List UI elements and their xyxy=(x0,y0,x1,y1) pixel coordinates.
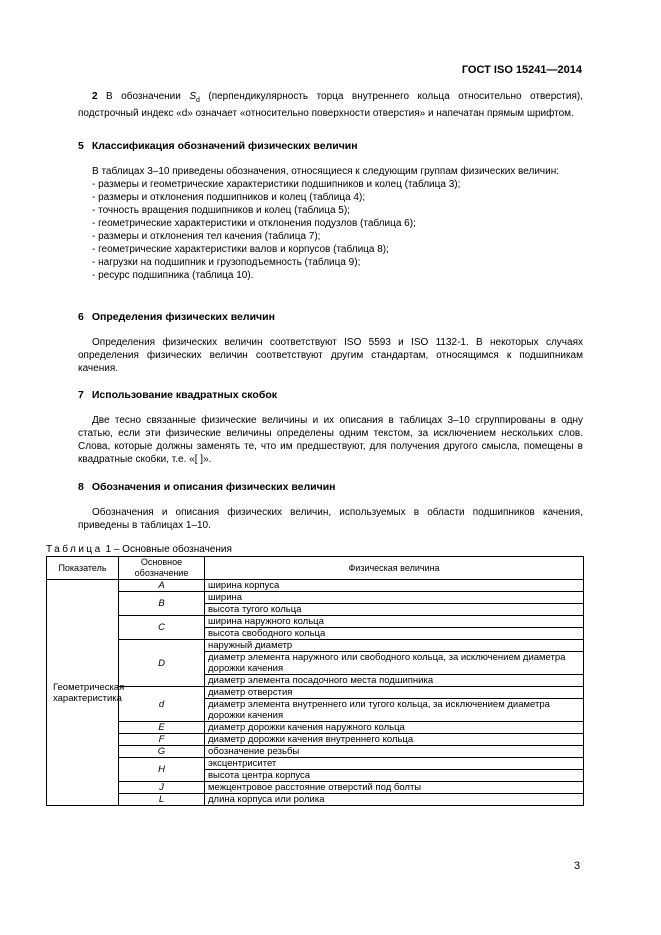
table-row xyxy=(47,722,584,734)
symbol-cell: J xyxy=(119,782,205,794)
symbol-cell: B xyxy=(119,592,205,616)
section-title: Использование квадратных скобок xyxy=(91,389,277,401)
quantity-cell: диаметр элемента наружного или свободного кольца, за исключением диаметра дорожки качения xyxy=(205,652,584,675)
quantity-cell: диаметр элемента посадочного места подшипника xyxy=(205,675,584,687)
list-item: - размеры и отклонения подшипников и колец (таблица 4); xyxy=(92,192,366,203)
table-row xyxy=(47,616,584,628)
quantity-cell: высота свободного кольца xyxy=(205,628,584,640)
section-title: Обозначения и описания физических величин xyxy=(91,481,336,493)
quantity-cell: межцентровое расстояние отверстий под болты xyxy=(205,782,584,794)
table-row xyxy=(47,782,584,794)
list-item: - нагрузки на подшипник и грузоподъемность (таблица 9); xyxy=(92,257,361,268)
list-item: - размеры и отклонения тел качения (таблица 7); xyxy=(92,231,321,242)
caption-label: Таблица xyxy=(46,544,103,555)
list-item: - геометрические характеристики валов и корпусов (таблица 8); xyxy=(92,244,389,255)
indicator-cell: Геометрическая характеристика xyxy=(47,580,119,806)
table-row xyxy=(47,734,584,746)
table-row xyxy=(47,580,584,592)
section-number: 6 xyxy=(78,311,84,323)
section-text: Определения физических величин соответствуют ISO 5593 и ISO 1132-1. В некоторых случаях определения физических величин соответствуют другим стандартам, относящимся к подшипникам качения. xyxy=(78,337,583,374)
note-text-after: (перпендикулярность торца внутреннего кольца относительно отверстия), подстрочный индекс «d» означает «относительно поверхности отверстия» и напечатан прямым шрифтом. xyxy=(78,91,583,119)
section-number: 5 xyxy=(78,140,84,152)
standard-header: ГОСТ ISO 15241—2014 xyxy=(461,64,582,76)
section-heading xyxy=(78,140,583,153)
designations-table xyxy=(46,556,584,806)
table-row xyxy=(47,758,584,770)
quantity-cell: ширина xyxy=(205,592,584,604)
section-8 xyxy=(78,481,583,532)
header-indicator: Показатель xyxy=(47,557,119,580)
section-heading xyxy=(78,311,583,324)
section-title: Определения физических величин xyxy=(91,311,275,323)
note-symbol: S xyxy=(189,91,196,102)
symbol-cell: E xyxy=(119,722,205,734)
list-item: - ресурс подшипника (таблица 10). xyxy=(92,270,254,281)
section-title: Классификация обозначений физических величин xyxy=(91,140,358,152)
section-number: 8 xyxy=(78,481,84,493)
quantity-cell: диаметр дорожки качения внутреннего кольца xyxy=(205,734,584,746)
header-symbol: Основное обозначение xyxy=(119,557,205,580)
table-caption xyxy=(46,544,232,555)
note-2 xyxy=(78,90,583,120)
list-item: - точность вращения подшипников и колец (таблица 5); xyxy=(92,205,350,216)
section-7 xyxy=(78,389,583,466)
symbol-cell: D xyxy=(119,640,205,687)
section-intro: В таблицах 3–10 приведены обозначения, относящиеся к следующим группам физических величин: xyxy=(92,166,560,177)
quantity-cell: обозначение резьбы xyxy=(205,746,584,758)
quantity-cell: диаметр отверстия xyxy=(205,687,584,699)
note-text-before: В обозначении xyxy=(97,91,190,102)
table-row xyxy=(47,640,584,652)
section-heading xyxy=(78,389,583,402)
symbol-cell: G xyxy=(119,746,205,758)
symbol-cell: C xyxy=(119,616,205,640)
list-item: - геометрические характеристики и отклонения подузлов (таблица 6); xyxy=(92,218,416,229)
table-row xyxy=(47,687,584,699)
symbol-cell: L xyxy=(119,794,205,806)
symbol-cell: A xyxy=(119,580,205,592)
section-6 xyxy=(78,311,583,375)
quantity-cell: длина корпуса или ролика xyxy=(205,794,584,806)
quantity-cell: ширина наружного кольца xyxy=(205,616,584,628)
quantity-cell: высота тугого кольца xyxy=(205,604,584,616)
quantity-cell: эксцентриситет xyxy=(205,758,584,770)
section-5 xyxy=(78,140,583,282)
quantity-cell: наружный диаметр xyxy=(205,640,584,652)
group-list xyxy=(78,178,583,282)
section-text: Две тесно связанные физические величины и их описания в таблицах 3–10 сгруппированы в одну статью, если эти физические величины определены одним текстом, за исключением нескольких слов. Слова, которые должны заменять те, что им предшествуют, для получения другого смысла, помещены в квадратные скобки, т.е. «[ ]». xyxy=(78,415,583,465)
header-quantity: Физическая величина xyxy=(205,557,584,580)
quantity-cell: высота центра корпуса xyxy=(205,770,584,782)
table-header-row xyxy=(47,557,584,580)
symbol-cell: d xyxy=(119,687,205,722)
quantity-cell: диаметр дорожки качения наружного кольца xyxy=(205,722,584,734)
list-item: - размеры и геометрические характеристики подшипников и колец (таблица 3); xyxy=(92,179,461,190)
caption-number: 1 xyxy=(105,544,112,555)
note-subscript: d xyxy=(195,97,200,104)
symbol-cell: F xyxy=(119,734,205,746)
symbol-cell: H xyxy=(119,758,205,782)
quantity-cell: ширина корпуса xyxy=(205,580,584,592)
table-row xyxy=(47,794,584,806)
section-number: 7 xyxy=(78,389,84,401)
quantity-cell: диаметр элемента внутреннего или тугого кольца, за исключением диаметра дорожки качения xyxy=(205,699,584,722)
section-text: Обозначения и описания физических величин, используемых в области подшипников качения, приведены в таблицах 1–10. xyxy=(78,507,583,531)
caption-text: – Основные обозначения xyxy=(111,544,232,555)
note-number: 2 xyxy=(92,91,98,102)
page-number: 3 xyxy=(574,860,581,872)
table-row xyxy=(47,746,584,758)
table-row xyxy=(47,592,584,604)
section-heading xyxy=(78,481,583,494)
